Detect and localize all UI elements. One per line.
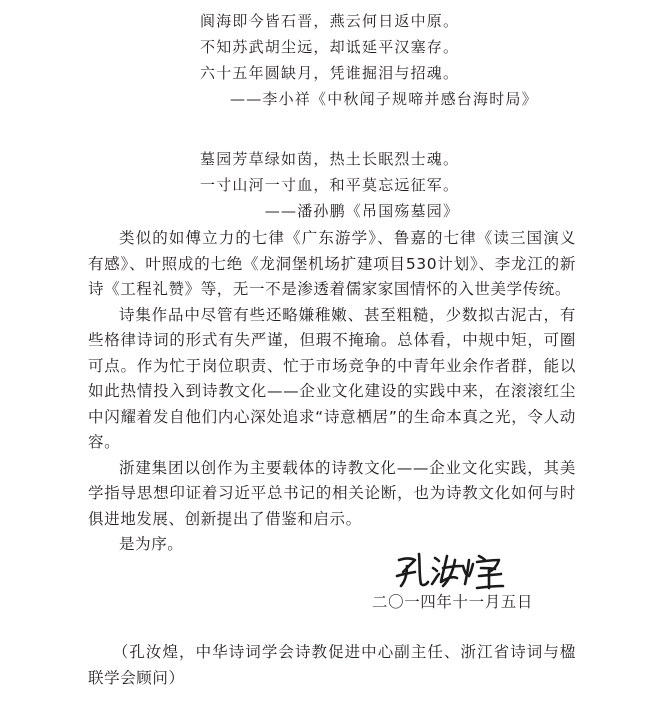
poem-line: 六十五年圆缺月，凭谁掘泪与招魂。 <box>200 64 460 82</box>
poem-line: 阆海即今皆石晋，燕云何日返中原。 <box>200 12 460 30</box>
paragraph: 诗集作品中尽管有些还略嫌稚嫩、甚至粗糙，少数拟古泥古，有些格律诗词的形式有失严谨，但瑕不掩瑜。总体看，中规中矩，可圈可点。作为忙于岗位职责、忙于市场竞争的中青年业余作者群，能以如此热情投入到诗教文化——企业文化建设的实践中来，在滚滚红尘中闪耀着发自他们内心深处追求“诗意栖居”的生命本真之光，令人动容。 <box>88 305 576 451</box>
date-line: 二〇一四年十一月五日 <box>372 593 534 611</box>
handwritten-signature <box>395 548 505 592</box>
poem-line: 一寸山河一寸血，和平莫忘远征军。 <box>200 176 460 194</box>
body-text <box>88 226 576 558</box>
poem-line: 不知苏武胡尘远，却诋延平汉塞存。 <box>200 38 460 56</box>
paragraph: 类似的如傅立力的七律《广东游学》、鲁嘉的七律《读三国演义有感》、叶照成的七绝《龙洞堡机场扩建项目530计划》、李龙江的新诗《工程礼赞》等，无一不是渗透着儒家家国情怀的入世美学传统。 <box>88 229 576 298</box>
poem-attribution: ——潘孙鹏《吊国殇墓园》 <box>264 202 460 220</box>
poem-attribution: ——李小祥《中秋闻子规啼并感台海时局》 <box>230 90 538 108</box>
paragraph: 浙建集团以创作为主要载体的诗教文化——企业文化实践，其美学指导思想印证着习近平总书记的相关论断，也为诗教文化如何与时俱进地发展、创新提出了借鉴和启示。 <box>88 458 576 528</box>
poem-line: 墓园芳草绿如茵，热土长眠烈士魂。 <box>200 150 460 168</box>
poem-block-2 <box>200 146 459 224</box>
poem-block-1 <box>200 8 538 112</box>
paragraph: 是为序。 <box>119 535 184 553</box>
author-note: （孔汝煌，中华诗词学会诗教促进中心副主任、浙江省诗词与楹联学会顾问） <box>88 643 576 687</box>
